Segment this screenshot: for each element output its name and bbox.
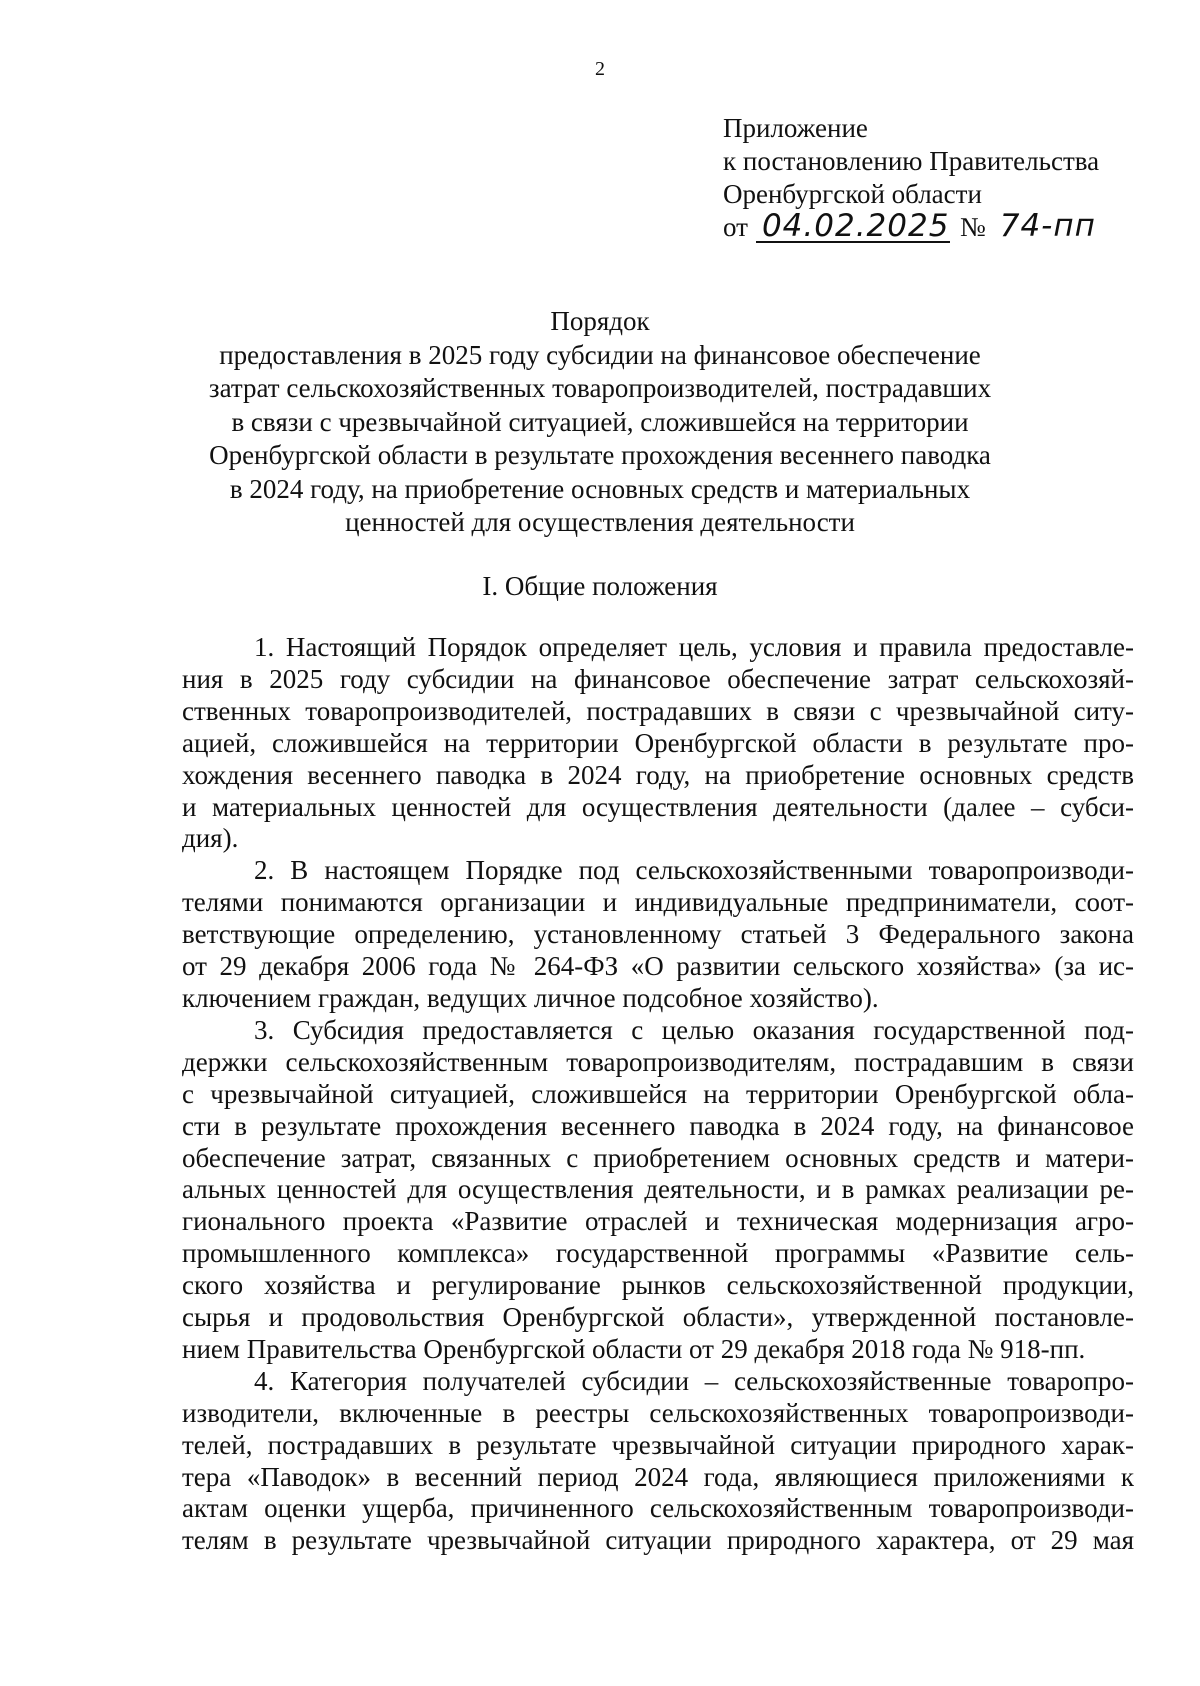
body-line: изводители, включенные в реестры сельскохозяйственных товаропроизводи- (182, 1397, 1134, 1428)
body-line: и материальных ценностей для осуществления деятельности (далее – субси- (182, 791, 1134, 822)
appendix-line: Оренбургской области (723, 179, 982, 209)
appendix-line: Приложение (723, 113, 868, 143)
body-line: 4. Категория получателей субсидии – сельскохозяйственные товаропро- (254, 1365, 1134, 1396)
body-line: от 29 декабря 2006 года № 264-ФЗ «О развитии сельского хозяйства» (за ис- (182, 951, 1134, 982)
body-line: 3. Субсидия предоставляется с целью оказания государственной под- (254, 1014, 1134, 1045)
body-line: нием Правительства Оренбургской области от 29 декабря 2018 года № 918-пп. (182, 1333, 1086, 1364)
handwritten-date: 04.02.2025 (756, 211, 950, 243)
body-line: телями понимаются организации и индивидуальные предприниматели, соот- (182, 887, 1134, 918)
title-line: затрат сельскохозяйственных товаропроизводителей, пострадавших (208, 373, 992, 403)
body-text (182, 632, 1134, 1557)
title-line: Оренбургской области в результате прохождения весеннего паводка (209, 440, 991, 470)
body-line: телям в результате чрезвычайной ситуации природного характера, от 29 мая (182, 1525, 1134, 1556)
body-line: ветствующие определению, установленному статьей 3 Федерального закона (182, 919, 1134, 950)
document-title (150, 305, 1050, 540)
body-line: 2. В настоящем Порядке под сельскохозяйственными товаропроизводи- (254, 855, 1134, 886)
body-line: ственных товаропроизводителей, пострадавших в связи с чрезвычайной ситу- (182, 695, 1134, 726)
body-line: альных ценностей для осуществления деятельности, и в рамках реализации ре- (182, 1174, 1134, 1205)
appendix-block (723, 112, 1099, 244)
body-line: гионального проекта «Развитие отраслей и техническая модернизация агро- (182, 1206, 1134, 1237)
body-line: держки сельскохозяйственным товаропроизводителям, пострадавшим в связи (182, 1046, 1134, 1077)
body-line: тера «Паводок» в весенний период 2024 года, являющиеся приложениями к (182, 1461, 1134, 1492)
body-line: ния в 2025 году субсидии на финансовое обеспечение затрат сельскохозяй- (182, 663, 1134, 694)
body-line: ского хозяйства и регулирование рынков сельскохозяйственной продукции, (182, 1270, 1134, 1301)
title-heading: Порядок (550, 306, 650, 336)
appendix-date-number-line (723, 208, 1099, 244)
body-line: хождения весеннего паводка в 2024 году, на приобретение основных средств (182, 759, 1134, 790)
title-line: в 2024 году, на приобретение основных средств и материальных (229, 473, 971, 504)
page-number: 2 (595, 58, 605, 80)
body-line: обеспечение затрат, связанных с приобретением основных средств и матери- (182, 1142, 1134, 1173)
title-line: в связи с чрезвычайной ситуацией, сложившейся на территории (231, 406, 969, 437)
body-line: ключением граждан, ведущих личное подсобное хозяйство). (182, 982, 879, 1013)
body-line: 1. Настоящий Порядок определяет цель, условия и правила предоставле- (254, 632, 1134, 662)
body-line: с чрезвычайной ситуацией, сложившейся на территории Оренбургской обла- (182, 1078, 1134, 1109)
title-line: ценностей для осуществления деятельности (345, 507, 855, 537)
from-label: от (723, 212, 748, 242)
body-line: промышленного комплекса» государственной программы «Развитие сель- (182, 1238, 1134, 1269)
title-line: предоставления в 2025 году субсидии на финансовое обеспечение (219, 339, 981, 370)
section-heading: I. Общие положения (482, 571, 718, 601)
body-line: актам оценки ущерба, причиненного сельскохозяйственным товаропроизводи- (182, 1493, 1134, 1524)
body-line: дия). (182, 823, 239, 854)
appendix-line: к постановлению Правительства (723, 146, 1100, 176)
body-line: телей, пострадавших в результате чрезвычайной ситуации природного харак- (182, 1429, 1134, 1460)
body-line: сти в результате прохождения весеннего паводка в 2024 году, на финансовое (182, 1110, 1134, 1141)
number-label: № (959, 212, 986, 242)
handwritten-number: 74-пп (999, 208, 1096, 244)
body-line: сырья и продовольствия Оренбургской области», утвержденной постановле- (182, 1302, 1134, 1333)
body-line: ацией, сложившейся на территории Оренбургской области в результате про- (182, 727, 1134, 758)
